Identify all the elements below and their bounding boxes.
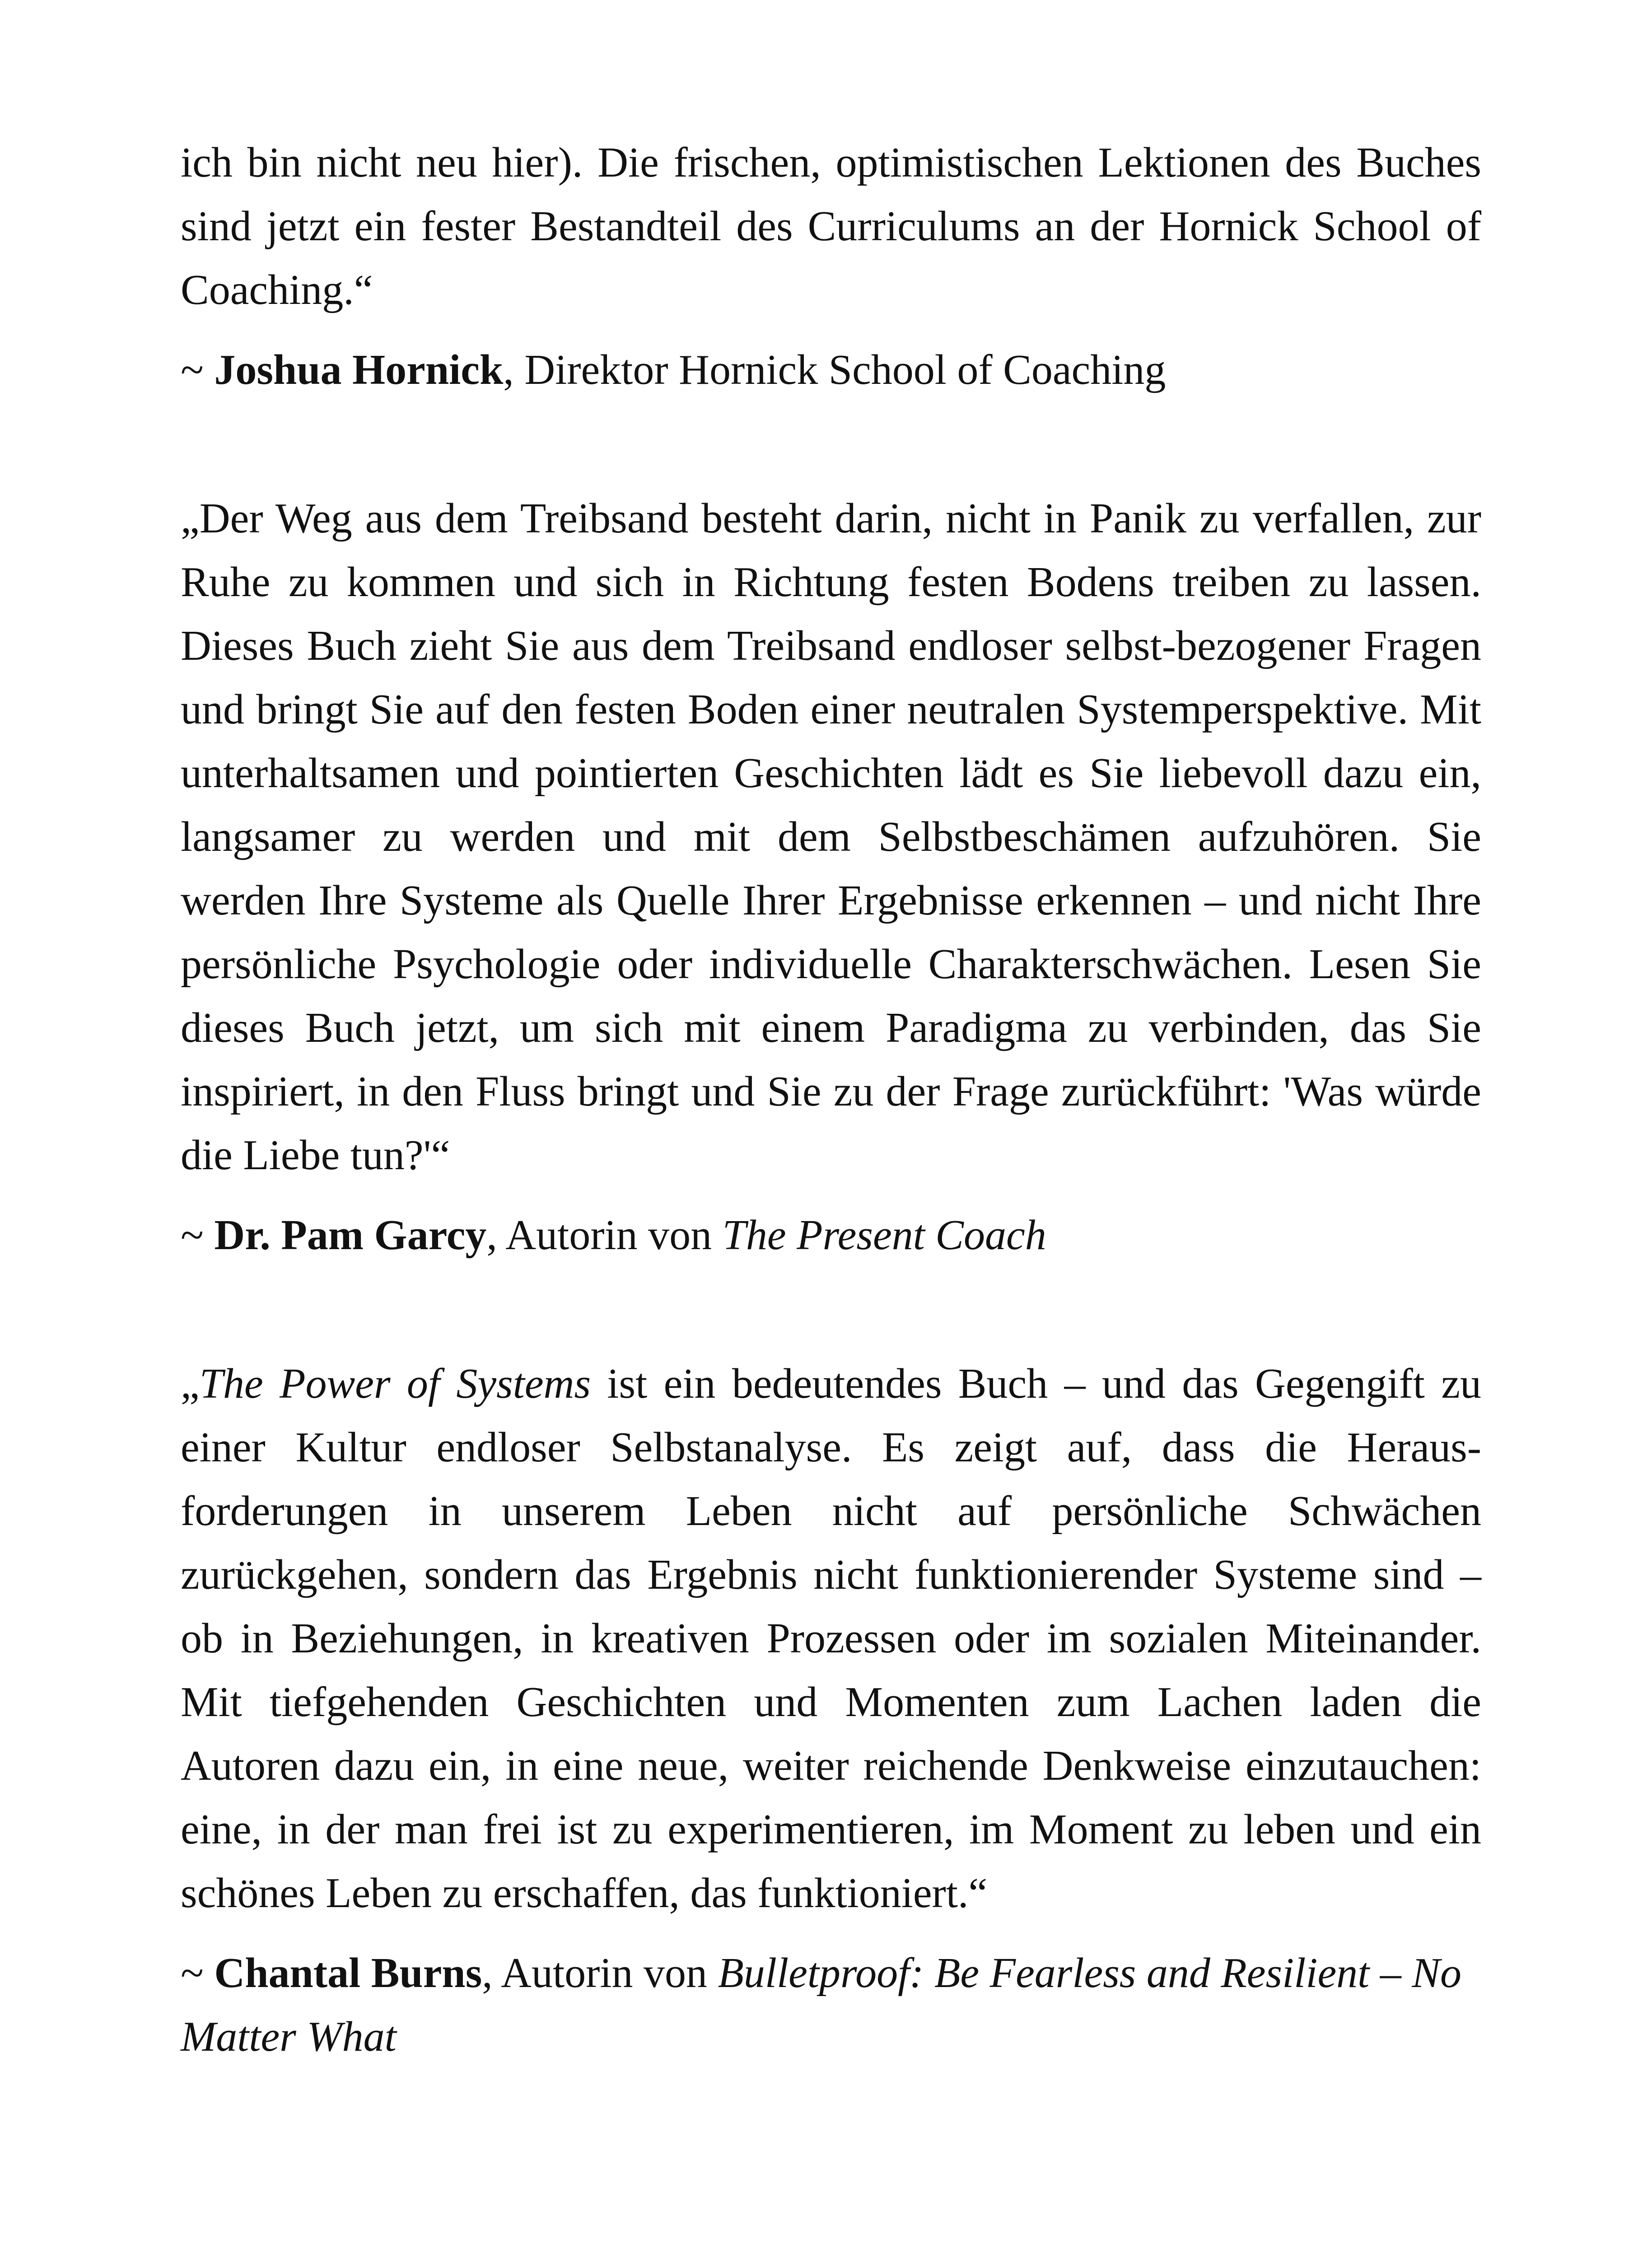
author-name: Dr. Pam Garcy (214, 1212, 487, 1259)
quote-body: ist ein bedeutendes Buch – und das Gegengift zu einer Kultur endloser Selbstanalyse. Es zeigt auf, dass die Heraus-forderungen in unserem Leben nicht auf persönliche Schwächen zurückgehen, sondern das Ergebnis nicht funktionierender Systeme sind – ob in Beziehungen, in kreativen Prozessen oder im sozialen Miteinander. Mit tiefgehenden Geschichten und Momenten zum Lachen laden die Autoren dazu ein, in eine neue, weiter reichende Denkweise einzutauchen: eine, in der man frei ist zu experimentieren, im Moment zu leben und ein schönes Leben zu erschaffen, das funktioniert.“ (181, 1360, 1482, 1917)
quote-body: „Der Weg aus dem Treibsand besteht darin, nicht in Panik zu verfallen, zur Ruhe zu kommen und sich in Richtung festen Bodens treiben zu lassen. Dieses Buch zieht Sie aus dem Treibsand endloser selbst-bezogener Fragen und bringt Sie auf den festen Boden einer neutralen Systemperspektive. Mit unterhaltsamen und pointierten Geschichten lädt es Sie liebevoll dazu ein, langsamer zu werden und mit dem Selbstbeschämen aufzuhören. Sie werden Ihre Systeme als Quelle Ihrer Ergebnisse erkennen – und nicht Ihre persönliche Psychologie oder individuelle Charakterschwächen. Lesen Sie dieses Buch jetzt, um sich mit einem Paradigma zu verbinden, das Sie inspiriert, in den Fluss bringt und Sie zu der Frage zurückführt: 'Was würde die Liebe tun?'“ (181, 495, 1481, 1179)
tilde: ~ (181, 1950, 215, 1997)
quote-text (181, 131, 1481, 322)
testimonial-hornick (181, 131, 1481, 402)
quote-attribution (181, 1941, 1481, 2069)
quote-text (181, 487, 1481, 1187)
author-name: Chantal Burns (214, 1950, 482, 1997)
section-gap (181, 402, 1481, 487)
book-title: Bulletproof: Be Fearless and Resilient – No Matter What (181, 1950, 1461, 2060)
testimonial-burns (181, 1352, 1481, 2069)
book-page (181, 131, 1481, 2069)
tilde: ~ (181, 346, 215, 393)
author-role: , Direktor Hornick School of Coaching (503, 346, 1166, 393)
author-role: , Autorin von (486, 1212, 723, 1259)
author-role: , Autorin von (482, 1950, 718, 1997)
section-gap (181, 1267, 1481, 1352)
quote-body: ich bin nicht neu hier). Die frischen, optimistischen Lektionen des Buches sind jetzt ein fester Bestandteil des Curriculums an der Hornick School of Coaching.“ (181, 139, 1481, 313)
quote-attribution (181, 1204, 1481, 1267)
testimonial-garcy (181, 487, 1481, 1267)
author-name: Joshua Hornick (214, 346, 504, 393)
tilde: ~ (181, 1212, 215, 1259)
book-title: The Present Coach (722, 1212, 1046, 1259)
quote-attribution (181, 338, 1481, 402)
quote-text (181, 1352, 1481, 1925)
book-title: The Power of Systems (199, 1360, 591, 1407)
open-quote: „ (181, 1360, 200, 1407)
